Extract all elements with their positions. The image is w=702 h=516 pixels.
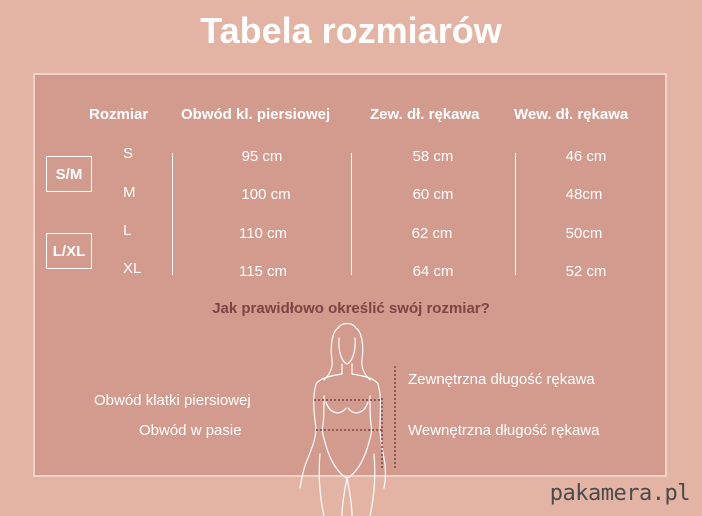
chest-measurement-label: Obwód klatki piersiowej xyxy=(94,392,251,409)
size-label: M xyxy=(123,184,136,201)
inner-sleeve-measurement-label: Wewnętrzna długość rękawa xyxy=(408,422,600,439)
inner-sleeve-value: 46 cm xyxy=(565,148,607,165)
waist-measurement-label: Obwód w pasie xyxy=(139,422,242,439)
chest-value: 95 cm xyxy=(241,148,283,165)
header-inner-sleeve: Wew. dł. rękawa xyxy=(514,106,629,123)
size-label: L xyxy=(123,222,132,239)
sizing-question: Jak prawidłowo określić swój rozmiar? xyxy=(212,300,490,317)
column-divider xyxy=(351,153,352,275)
outer-sleeve-value: 64 cm xyxy=(412,263,454,280)
column-divider xyxy=(172,153,173,275)
page-title: Tabela rozmiarów xyxy=(200,10,502,51)
inner-sleeve-value: 48cm xyxy=(565,186,603,203)
size-label: XL xyxy=(123,260,142,277)
column-divider xyxy=(515,153,516,275)
chest-value: 110 cm xyxy=(238,225,288,242)
outer-sleeve-value: 58 cm xyxy=(412,148,454,165)
header-chest: Obwód kl. piersiowej xyxy=(181,106,331,123)
inner-sleeve-value: 50cm xyxy=(565,225,603,242)
body-figure-illustration xyxy=(280,318,420,516)
header-outer-sleeve: Zew. dł. rękawa xyxy=(370,106,480,123)
group-s-m-badge: S/M xyxy=(46,156,92,192)
pakamera-logo: pakamera.pl xyxy=(549,481,690,506)
chest-value: 115 cm xyxy=(238,263,288,280)
size-label: S xyxy=(123,145,134,162)
header-size: Rozmiar xyxy=(89,106,149,123)
outer-sleeve-value: 62 cm xyxy=(411,225,453,242)
chest-value: 100 cm xyxy=(241,186,291,203)
outer-sleeve-measurement-label: Zewnętrzna długość rękawa xyxy=(408,371,595,388)
outer-sleeve-value: 60 cm xyxy=(412,186,454,203)
group-l-xl-badge: L/XL xyxy=(46,233,92,269)
inner-sleeve-value: 52 cm xyxy=(565,263,607,280)
